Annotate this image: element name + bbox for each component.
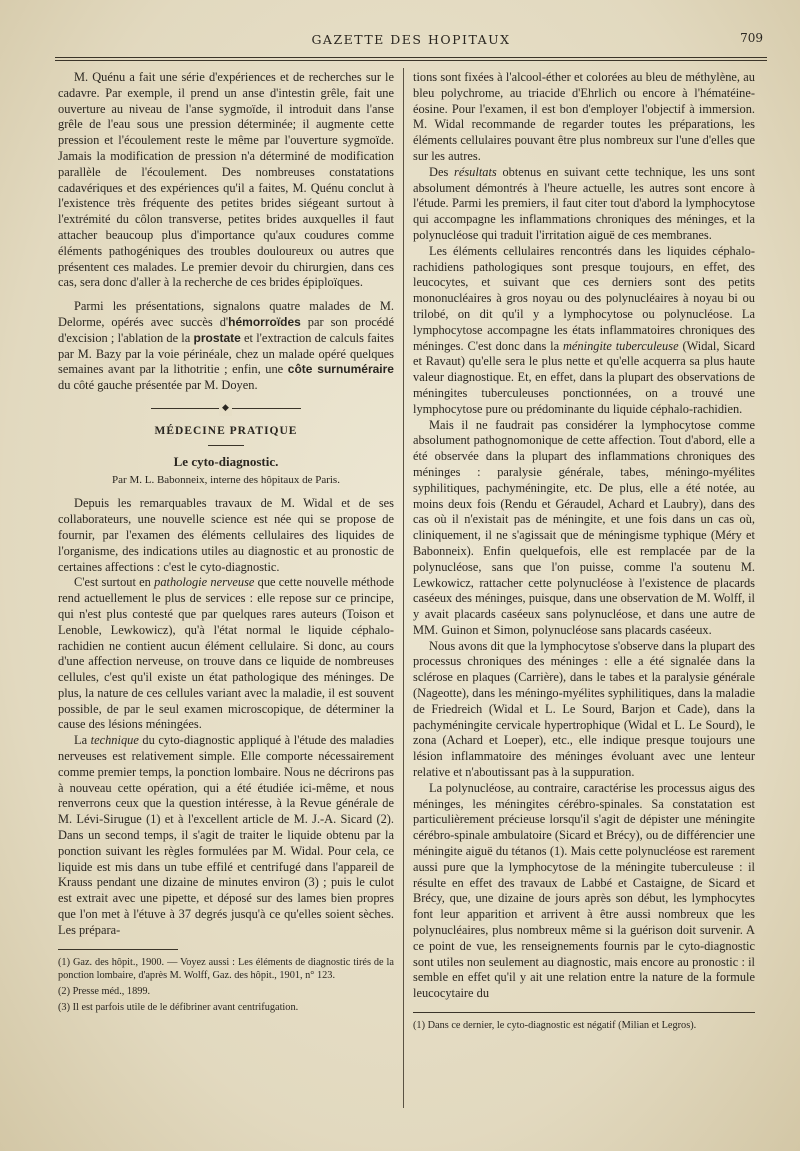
paragraph: Les éléments cellulaires rencontrés dans les liquides céphalo-rachidiens pathologiques sont presque toujours, en effet, des leucocytes, et suivant que ces derniers sont des petits mononucléaires à gros noyau ou des polynucléaires à noyau bi ou trilobé, on dit qu'il y a lymphocytose ou polynucléose. La lymphocytose accompagne les états inflammatoires chroniques des méninges. C'est donc dans la méningite tuberculeuse (Widal, Sicard et Ravaut) qu'elle sera le plus nette et qu'elle acquerra sa plus haute valeur diagnostique. Et, en effet, dans la plupart des observations de méningites tuberculeuses ponctionnées, on a trouvé une lymphocytose pure ou prédominante du liquide céphalo-rachidien. xyxy=(413,243,755,416)
running-title: GAZETTE DES HOPITAUX xyxy=(311,32,511,47)
header-double-rule xyxy=(55,57,767,61)
paragraph: La technique du cyto-diagnostic appliqué à l'étude des maladies nerveuses est relativement simple. Elle comporte nécessairement comme premier temps, la ponction lombaire. Nous ne décrirons pas à nouveau cette opération, qui a été étudiée ici-même, et nous renverrons ceux que la question intéresse, à la Revue générale de M. Lévi-Sirugue (1) et à l'excellent article de M. J.-A. Sicard (2). Dans un second temps, il s'agit de traiter le liquide obtenu par la ponction suivant les règles formulées par M. Widal. Pour cela, ce liquide est mis dans un tube effilé et centrifugé dans l'appareil de Krauss pendant une dizaine de minutes environ (3) ; puis le culot est extrait avec une pipette, et déposé sur des lames bien propres que l'on met à l'étuve à 37 degrés jusqu'à ce qu'elles soient sèches. Les prépara- xyxy=(58,733,394,937)
footnote: (1) Dans ce dernier, le cyto-diagnostic est négatif (Milian et Legros). xyxy=(413,1020,697,1032)
column-divider xyxy=(403,68,404,1108)
paragraph: Des résultats obtenus en suivant cette technique, les uns sont absolument démontrés à l'heure actuelle, les autres sont encore à l'étude. Parmi les premiers, il faut citer tout d'abord la lymphocytose qui accompagne les inflammations chroniques des méninges, et la polynucléose qui traduit l'irritation aiguë de ces membranes. xyxy=(413,164,755,242)
paragraph: C'est surtout en pathologie nerveuse que cette nouvelle méthode rend actuellement le plus de services : elle repose sur ce principe, qui n'est plus contesté que par quelques rares auteurs (Toison et Lenoble, Lewkowicz), qu'à l'état normal le liquide céphalo-rachidien ne contient aucun élément cellulaire. Si donc, au cours d'une affection nerveuse, on trouve dans ce liquide de nombreuses cellules, c'est qu'il existe un état pathologique des méninges. De plus, la nature de ces cellules variant avec la maladie, il est souvent possible, de par le seul examen microscopique, de déterminer la cause des lésions méningées. xyxy=(58,575,394,732)
left-column xyxy=(58,70,394,1128)
bold-term: côte surnuméraire xyxy=(287,362,394,377)
paragraph: M. Quénu a fait une série d'expériences et de recherches sur le cadavre. Par exemple, il prend un anse d'intestin grêle, fait une ouverture au niveau de l'anse sygmoïde, il introduit dans l'anse grêle de l'eau sous une pression déterminée; il augmente cette pression et l'écoulement reste le même par l'ouverture sygmoïde. Jamais la modification de pression n'a déterminé de modification parallèle de l'écoulement. Des nombreuses constatations cadavériques et des expériences qu'il a faites, M. Quénu conclut à l'existence très fréquente des petites brides siégeant surtout à l'extrémité du côlon transverse, petites brides auxquelles il faut attacher beaucoup plus d'importance qu'aux coudures comme éléments pathogéniques des troubles douloureux ou autres que présentent ces malades. Le premier devoir du chirurgien, dans ces cas, sera donc d'aller à la recherche de ces brides épiploïques. xyxy=(58,70,394,290)
bold-term: prostate xyxy=(193,330,241,345)
bold-term: hémorroïdes xyxy=(228,314,301,329)
paragraph: Mais il ne faudrait pas considérer la lymphocytose comme absolument pathognomonique de cette affection. Tout d'abord, elle a été observée dans la plupart des inflammations chroniques des méninges : paralysie générale, tabes, méningo-myélites syphilitiques, pachyméningite, etc. De plus, elle a été notée, au moins deux fois (Rendu et Géraudel, Achard et Laubry), dans des cas où il n'existait pas de méningite, et une fois dans un cas où, cliniquement, il ne s'agissait que de méningisme typhique (Méry et Babonneix). Enfin quelquefois, elle est remplacée par de la polynucléose, sans que l'on puisse, comme l'a soutenu M. Lewkowicz, rattacher cette polynucléose à l'existence de placards caséeux des méninges, puisque, dans une observation de M. Wolff, il y avait placards caséeux sans polynucléose, et dans une autre de MM. Guinon et Simon, polynucléose sans placards caséeux. xyxy=(413,417,755,637)
page-number: 709 xyxy=(740,31,763,45)
footnote: (2) Presse méd., 1899. xyxy=(58,985,151,997)
paragraph: Parmi les présentations, signalons quatre malades de M. Delorme, opérés avec succès d'hémorroïdes par son procédé d'excision ; l'ablation de la prostate et l'extraction de calculs faites par M. Bazy par la voie périnéale, chez un malade opéré quelques semaines avant par la lithotritie ; enfin, une côte surnuméraire du côté gauche présentée par M. Doyen. xyxy=(58,299,394,393)
page-header xyxy=(55,28,767,56)
paragraph: Depuis les remarquables travaux de M. Widal et de ses collaborateurs, une nouvelle science est née qui se propose de fournir, par l'examen des éléments cellulaires des liquides de l'organisme, des indications utiles au diagnostic et au pronostic de certaines affections : c'est le cyto-diagnostic. xyxy=(58,496,394,574)
short-rule xyxy=(208,445,244,446)
right-column xyxy=(413,70,755,1128)
footnote-rule xyxy=(58,949,178,950)
footnote-rule xyxy=(413,1012,755,1013)
article-title: Le cyto-diagnostic. xyxy=(173,453,279,469)
byline: Par M. L. Babonneix, interne des hôpitaux de Paris. xyxy=(112,473,340,486)
paragraph: tions sont fixées à l'alcool-éther et colorées au bleu de méthylène, au bleu polychrome, au triacide d'Ehrlich ou encore à l'hématéine-éosine. Pour l'examen, il est bon d'employer l'objectif à immersion. M. Widal recommande de regarder toutes les préparations, les éléments cellulaires pouvant être plus nombreux sur l'une d'elles que sur les autres. xyxy=(413,70,755,163)
footnote: (1) Gaz. des hôpit., 1900. — Voyez aussi : Les éléments de diagnostic tirés de la ponction lombaire, d'après M. Wolff, Gaz. des hôpit., 1901, n° 123. xyxy=(58,956,394,981)
footnote: (3) Il est parfois utile de le défibriner avant centrifugation. xyxy=(58,1001,299,1013)
ornament-divider xyxy=(151,404,301,414)
section-title: MÉDECINE PRATIQUE xyxy=(154,424,298,437)
paragraph: La polynucléose, au contraire, caractérise les processus aigus des méninges, les méningites cérébro-spinales. Sa constatation est particulièrement précieuse lorsqu'il s'agit de dépister une méningite cérébro-spinale ambulatoire (Sicard et Brécy), ou de différencier une méningite aiguë du tétanos (1). Mais cette polynucléose est rarement aussi pure que la lymphocytose de la méningite tuberculeuse : il résulte en effet des travaux de Labbé et Castaigne, de Sicard et Brécy, que, une dizaine de jours après son début, les lymphocytes font leur apparition et arrivent à être aussi nombreux que les polynucléaires, plus nombreux même si la guérison doit survenir. A ce point de vue, les renseignements fournis par le cyto-diagnostic sont utiles non seulement au diagnostic, mais encore au pronostic : il semble en effet qu'il y ait une relation entre la nature de la formule leucocytaire du xyxy=(413,780,755,1001)
paragraph: Nous avons dit que la lymphocytose s'observe dans la plupart des processus chroniques des méninges : elle a été signalée dans la sclérose en plaques (Carrière), dans le tabes et la paralysie générale (Nageotte), dans les méningo-myélites syphilitiques, dans la maladie de Friedreich (Widal et L. Le Sourd, Barjon et Cade), dans la pachyméningite cervicale hypertrophique (Widal et L. Le Sourd), le zona (Achard et Loeper), etc., elle indique presque toujours une lésion inflammatoire des méninges évoluant avec une lenteur relative et n'aboutissant pas à la suppuration. xyxy=(413,638,755,780)
